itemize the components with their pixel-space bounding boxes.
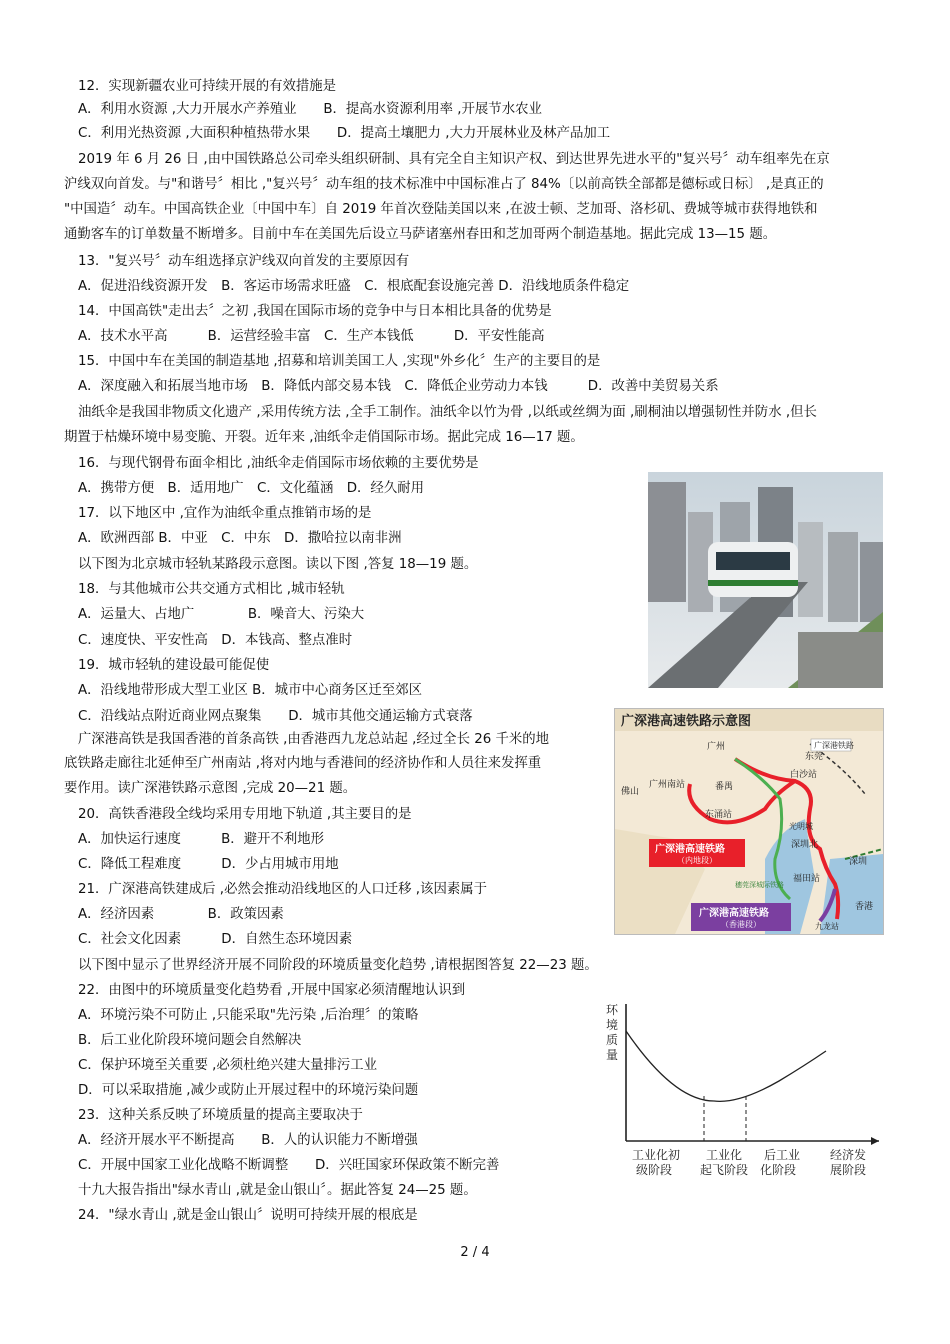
svg-text:光明城: 光明城 [789,822,813,831]
svg-text:东涌站: 东涌站 [705,810,733,820]
text-line-q18-ab: A．运量大、占地广 B．噪音大、污染大 [78,607,365,622]
map-title: 广深港高速铁路示意图 [621,714,752,729]
svg-text:深圳北: 深圳北 [791,840,819,850]
rail-map [614,708,884,935]
text-line-p20-1: 广深港高铁是我国香港的首条高铁 ,由香港西九龙总站起 ,经过全长 26 千米的地 [78,732,550,747]
svg-text:境: 境 [606,1018,619,1032]
svg-text:福田站: 福田站 [793,874,821,884]
text-line-p16-2: 期置于枯燥环境中易变脆、开裂。近年来 ,油纸伞走俏国际市场。据此完成 16—17 题。 [64,430,584,445]
svg-text:量: 量 [606,1048,619,1062]
text-line-p13-2: 沪线双向首发。与"和谐号〞相比 ,"复兴号〞动车组的技术标准中中国标准占了 84%〔以前高铁全部都是德标或日标〕 ,是真正的 [64,177,824,192]
text-line-q21: 21．广深港高铁建成后 ,必然会推动沿线地区的人口迁移 ,该因素属于 [78,882,488,897]
svg-text:工业化初: 工业化初 [632,1148,681,1162]
text-line-p16-1: 油纸伞是我国非物质文化遗产 ,采用传统方法 ,全手工制作。油纸伞以竹为骨 ,以纸或丝绸为面 ,刷桐油以增强韧性并防水 ,但长 [78,405,817,420]
text-line-p20-2: 底铁路走廊往北延伸至广州南站 ,将对内地与香港间的经济协作和人员往来发挥重 [64,756,542,771]
text-line-q24: 24．"绿水青山 ,就是金山银山〞说明可持续开展的根底是 [78,1208,418,1223]
text-line-q13-opts: A．促进沿线资源开发 B．客运市场需求旺盛 C．根底配套设施完善 D．沿线地质条件稳定 [78,279,630,294]
text-line-q22-a: A．环境污染不可防止 ,只能采取"先污染 ,后治理〞的策略 [78,1008,419,1023]
text-line-p13-1: 2019 年 6 月 26 日 ,由中国铁路总公司牵头组织研制、具有完全自主知识产权、到达世界先进水平的"复兴号〞动车组率先在京 [78,152,830,167]
text-line-p18: 以下图为北京城市轻轨某路段示意图。读以下图 ,答复 18—19 题。 [78,557,478,572]
text-line-q20: 20．高铁香港段全线均采用专用地下轨道 ,其主要目的是 [78,807,412,822]
svg-text:广深港高速铁路: 广深港高速铁路 [699,908,769,919]
text-line-q23-ab: A．经济开展水平不断提高 B．人的认识能力不断增强 [78,1133,418,1148]
graph-ylabel-1: 环 [606,1003,619,1017]
svg-text:东莞: 东莞 [805,752,824,762]
svg-text:九龙站: 九龙站 [815,922,839,931]
svg-text:级阶段: 级阶段 [636,1163,673,1177]
svg-text:质: 质 [606,1033,619,1047]
text-line-q19-cd: C．沿线站点附近商业网点聚集 D．城市其他交通运输方式衰落 [78,709,473,724]
text-line-p20-3: 要作用。读广深港铁路示意图 ,完成 20—21 题。 [64,781,357,796]
svg-text:番禺: 番禺 [715,782,734,792]
light-rail-photo [648,472,883,688]
text-line-q15: 15．中国中车在美国的制造基地 ,招募和培训美国工人 ,实现"外乡化〞生产的主要目的是 [78,354,601,369]
text-line-q17: 17．以下地区中 ,宜作为油纸伞重点推销市场的是 [78,506,372,521]
text-line-q22-c: C．保护环境至关重要 ,必须杜绝兴建大量排污工业 [78,1058,378,1073]
text-line-p13-4: 通勤客车的订单数量不断增多。目前中车在美国先后设立马萨诸塞州春田和芝加哥两个制造基地。据此完成 13—15 题。 [64,227,777,242]
text-line-q21-cd: C．社会文化因素 D．自然生态环境因素 [78,932,353,947]
text-line-p24: 十九大报告指出"绿水青山 ,就是金山银山〞。据此答复 24—25 题。 [78,1183,477,1198]
text-line-q23: 23．这种关系反映了环境质量的提高主要取决于 [78,1108,363,1123]
text-line-q12-ab: A．利用水资源 ,大力开展水产养殖业 B．提高水资源利用率 ,开展节水农业 [78,102,542,117]
text-line-q15-opts: A．深度融入和拓展当地市场 B．降低内部交易本钱 C．降低企业劳动力本钱 D．改善中美贸易关系 [78,379,719,394]
text-line-q23-cd: C．开展中国家工业化战略不断调整 D．兴旺国家环保政策不断完善 [78,1158,500,1173]
text-line-q12-cd: C．利用光热资源 ,大面积种植热带水果 D．提高土壤肥力 ,大力开展林业及林产品加工 [78,126,611,141]
text-line-q21-ab: A．经济因素 B．政策因素 [78,907,284,922]
text-line-q13: 13．"复兴号〞动车组选择京沪线双向首发的主要原因有 [78,254,410,269]
text-line-q20-cd: C．降低工程难度 D．少占用城市用地 [78,857,339,872]
svg-text:佛山: 佛山 [621,787,640,797]
text-line-q22: 22．由图中的环境质量变化趋势看 ,开展中国家必须清醒地认识到 [78,983,466,998]
page-number: 2 / 4 [460,1245,490,1260]
svg-text:展阶段: 展阶段 [830,1163,867,1177]
text-line-q22-d: D．可以采取措施 ,减少或防止开展过程中的环境污染问题 [78,1083,419,1098]
svg-text:广深港高速铁路: 广深港高速铁路 [655,844,725,855]
text-line-q14: 14．中国高铁"走出去〞之初 ,我国在国际市场的竞争中与日本相比具备的优势是 [78,304,552,319]
environment-graph [604,996,884,1184]
svg-text:白沙站: 白沙站 [790,770,818,780]
text-line-q22-b: B．后工业化阶段环境问题会自然解决 [78,1033,302,1048]
text-line-q18: 18．与其他城市公共交通方式相比 ,城市轻轨 [78,582,345,597]
text-line-q14-opts: A．技术水平高 B．运营经验丰富 C．生产本钱低 D．平安性能高 [78,329,545,344]
text-line-q18-cd: C．速度快、平安性高 D．本钱高、整点准时 [78,633,353,648]
text-line-p22: 以下图中显示了世界经济开展不同阶段的环境质量变化趋势 ,请根据图答复 22—23 题。 [78,958,598,973]
text-line-p13-3: "中国造〞动车。中国高铁企业〔中国中车〕自 2019 年首次登陆美国以来 ,在波士顿、芝加哥、洛杉矶、费城等城市获得地铁和 [64,202,818,217]
svg-text:化阶段: 化阶段 [760,1163,797,1177]
text-line-q20-ab: A．加快运行速度 B．避开不利地形 [78,832,324,847]
svg-text:工业化: 工业化 [706,1148,743,1162]
svg-text:（内地段）: （内地段） [677,856,717,865]
svg-text:香港: 香港 [855,902,874,912]
svg-text:广深港铁路: 广深港铁路 [814,741,854,750]
text-line-q19-ab: A．沿线地带形成大型工业区 B．城市中心商务区迁至郊区 [78,683,422,698]
svg-text:穗莞深城际铁路: 穗莞深城际铁路 [735,881,784,889]
svg-text:经济发: 经济发 [830,1148,867,1162]
text-line-q19: 19．城市轻轨的建设最可能促使 [78,658,270,673]
text-line-q12: 12．实现新疆农业可持续开展的有效措施是 [78,79,337,94]
svg-text:广州南站: 广州南站 [649,780,686,790]
svg-text:广州: 广州 [707,742,726,752]
text-line-q16: 16．与现代钢骨布面伞相比 ,油纸伞走俏国际市场依赖的主要优势是 [78,456,479,471]
svg-text:（香港段）: （香港段） [721,920,761,929]
svg-text:起飞阶段: 起飞阶段 [700,1163,749,1177]
svg-text:深圳: 深圳 [849,857,868,867]
text-line-q17-opts: A．欧洲西部 B．中亚 C．中东 D．撒哈拉以南非洲 [78,531,402,546]
svg-text:后工业: 后工业 [764,1148,801,1162]
text-line-q16-opts: A．携带方便 B．适用地广 C．文化蕴涵 D．经久耐用 [78,481,424,496]
